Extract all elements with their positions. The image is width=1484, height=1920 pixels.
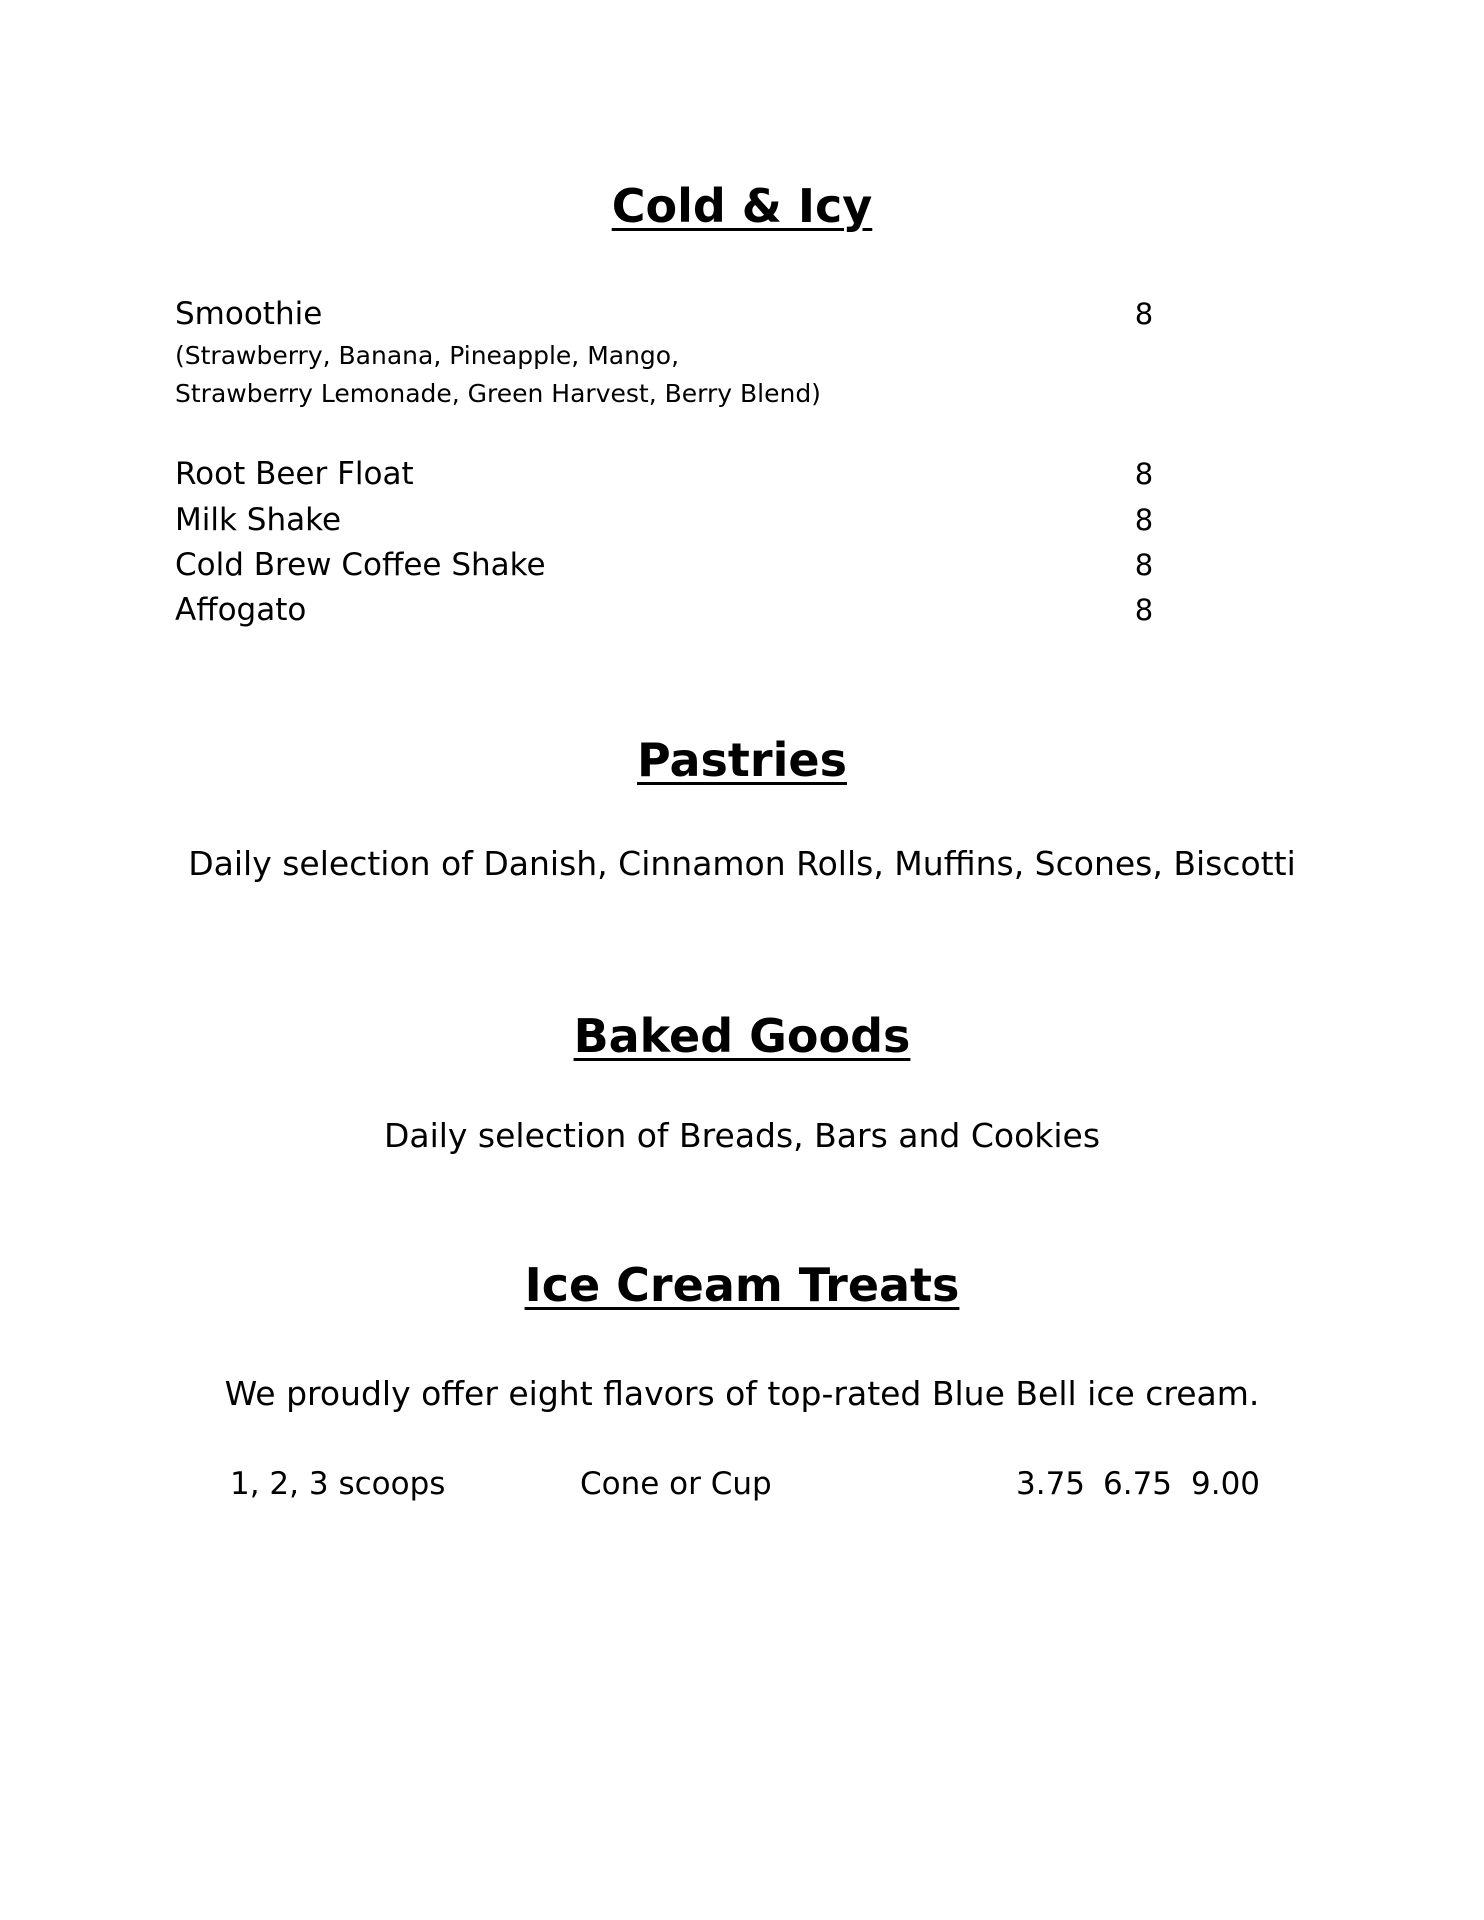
price-three-scoops: 9.00 (1191, 1466, 1261, 1502)
item-name: Affogato (175, 592, 307, 628)
section-heading-baked-goods (0, 1008, 1484, 1064)
item-name: Root Beer Float (175, 456, 414, 492)
section-heading-cold-icy (0, 178, 1484, 234)
section-title: Cold & Icy (611, 179, 873, 233)
baked-goods-description: Daily selection of Breads, Bars and Cookies (383, 1116, 1101, 1155)
section-heading-pastries (0, 732, 1484, 788)
item-price: 8 (1134, 593, 1154, 627)
price-one-scoop: 3.75 (1016, 1466, 1086, 1502)
item-price: 8 (1134, 548, 1154, 582)
item-price: 8 (1134, 457, 1154, 491)
section-heading-ice-cream-treats (0, 1257, 1484, 1313)
item-description: (Strawberry, Banana, Pineapple, Mango, (175, 341, 680, 370)
item-description: Strawberry Lemonade, Green Harvest, Berry Blend) (175, 379, 821, 408)
price-two-scoops: 6.75 (1103, 1466, 1173, 1502)
item-name: Cold Brew Coffee Shake (175, 547, 546, 583)
item-name: Smoothie (175, 296, 323, 332)
section-title: Pastries (637, 733, 847, 787)
pastries-description: Daily selection of Danish, Cinnamon Rolls, Muffins, Scones, Biscotti (188, 844, 1296, 883)
item-name: Milk Shake (175, 502, 342, 538)
section-title: Ice Cream Treats (524, 1258, 960, 1312)
scoops-label: 1, 2, 3 scoops (230, 1466, 446, 1502)
item-price: 8 (1134, 503, 1154, 537)
section-title: Baked Goods (573, 1009, 911, 1063)
ice-cream-description: We proudly offer eight flavors of top-rated Blue Bell ice cream. (224, 1374, 1260, 1413)
serving-label: Cone or Cup (580, 1466, 772, 1502)
item-price: 8 (1134, 297, 1154, 331)
